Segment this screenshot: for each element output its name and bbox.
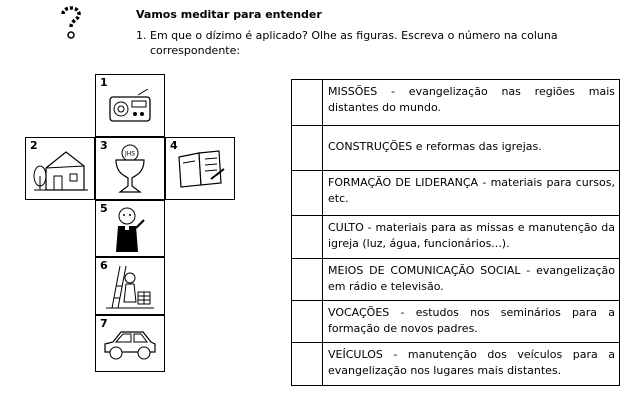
table-row [292,259,620,301]
book-icon [175,149,225,189]
figure-cell-3 [95,137,165,200]
figure-number: 1 [100,76,108,89]
radio-icon [108,89,152,123]
figure-number: 7 [100,317,108,330]
question-number: 1. [136,29,147,42]
table-row [292,171,620,216]
answer-cell[interactable] [292,80,323,126]
figure-number: 4 [170,139,178,152]
chalice-icon [110,144,150,194]
table-row [292,301,620,343]
page-title: Vamos meditar para entender [136,8,322,21]
figure-cell-7 [95,315,165,372]
option-text: MISSÕES - evangelização nas regiões mais distantes do mundo. [323,80,620,126]
question-line-1: Em que o dízimo é aplicado? Olhe as figuras. Escreva o número na coluna [150,29,558,42]
option-text: VOCAÇÕES - estudos nos seminários para a formação de novos padres. [323,301,620,343]
figure-cell-4 [165,137,235,200]
answer-cell[interactable] [292,126,323,171]
table-row [292,126,620,171]
figure-number: 2 [30,139,38,152]
question-mark-icon [58,4,84,42]
construction-worker-icon [104,262,156,310]
answer-cell[interactable] [292,216,323,259]
car-icon [101,326,159,362]
answer-cell[interactable] [292,301,323,343]
table-row [292,80,620,126]
option-text: FORMAÇÃO DE LIDERANÇA - materiais para cursos, etc. [323,171,620,216]
table-row [292,216,620,259]
figure-number: 5 [100,202,108,215]
priest-icon [112,206,148,252]
question-text [136,28,616,58]
table-row [292,343,620,386]
figure-cell-2 [25,137,95,200]
church-icon [32,146,88,192]
host-label: JHS [124,150,136,157]
answer-cell[interactable] [292,259,323,301]
figure-cell-5 [95,200,165,257]
answer-cell[interactable] [292,343,323,386]
question-line-2: correspondente: [150,44,241,57]
answer-cell[interactable] [292,171,323,216]
figure-number: 3 [100,139,108,152]
figure-cell-6 [95,257,165,315]
answer-table [291,79,620,386]
option-text: VEÍCULOS - manutenção dos veículos para a evangelização nos lugares mais distantes. [323,343,620,386]
option-text: CULTO - materiais para as missas e manutenção da igreja (luz, água, funcionários...). [323,216,620,259]
figure-number: 6 [100,259,108,272]
option-text: CONSTRUÇÕES e reformas das igrejas. [323,126,620,171]
option-text: MEIOS DE COMUNICAÇÃO SOCIAL - evangelização em rádio e televisão. [323,259,620,301]
figure-cell-1 [95,74,165,137]
